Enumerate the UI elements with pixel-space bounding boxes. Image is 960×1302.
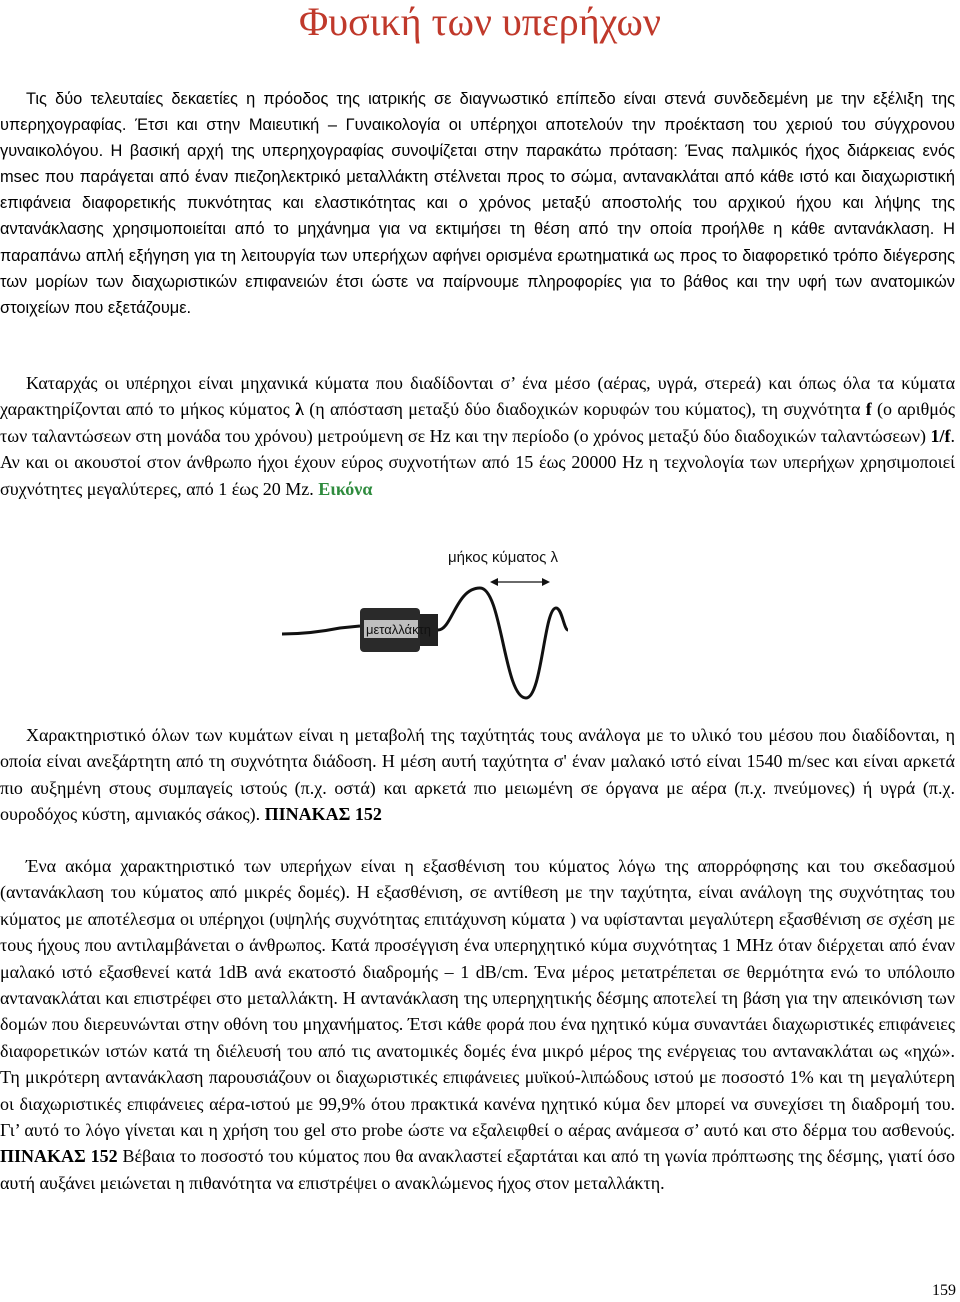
period-formula: 1/f	[930, 425, 951, 446]
paragraph-waves-text-c: (ο αριθμός των ταλαντώσεων στη μονάδα του χρόνου) μετρούμενη σε Hz και την περίοδο (ο χρόνος μεταξύ δύο διαδοχικών ταλαντώσεων)	[0, 399, 956, 446]
paragraph-speed-text: Χαρακτηριστικό όλων των κυμάτων είναι η μεταβολή της ταχύτητάς τους ανάλογα με το υλικό του μέσου που διαδίδονται, η οποία είναι ανεξάρτητη από τη συχνότητα διάδοση. Η μέση αυτή ταχύτητα σ' έναν μαλακό ιστό είναι 1540 m/sec και είναι αρκετά πιο αυξημένη στους συμπαγείς ιστούς (π.χ. οστά) και αρκετά πιο μειωμένη σε όργανα με αέρα (π.χ. πνεύμονες) ή υγρά (π.χ. ουροδόχος κύστη, αμνιακός σάκος).	[0, 725, 955, 824]
table-reference[interactable]: ΠΙΝΑΚΑΣ 152	[264, 803, 382, 824]
paragraph-attenuation-text-a: Ένα ακόμα χαρακτηριστικό των υπερήχων είναι η εξασθένιση του κύματος λόγω της απορρόφησης και του σκεδασμού (αντανάκλαση του κύματος από μικρές δομές). Η εξασθένιση, σε αντίθεση με την ταχύτητα, είναι ανάλογη της συχνότητας του κύματος με αποτέλεσμα οι υπέρηχοι (υψηλής συχνότητας επιτάχυνση κύματα ) να υφίστανται μεγαλύτερη εξασθένιση σε σχέση με τους ήχους που αντιλαμβάνεται ο άνθρωπος. Κατά προσέγγιση ένα υπερηχητικό κύμα συχνότητας 1 MHz όταν διέρχεται από έναν μαλακό ιστό εξασθενεί κατά 1dB ανά εκατοστό διαδρομής – 1 dB/cm. Ένα μέρος μετατρέπεται σε θερμότητα ενώ το υπόλοιπο αντανακλάται και επιστρέφει στο μεταλλάκτη. Η αντανάκλαση της υπερηχητικής δέσμης αποτελεί τη βάση για την απεικόνιση των δομών που διερευνώνται στην οθόνη του μηχανήματος. Έτσι κάθε φορά που ένα ηχητικό κύμα συναντάει διαχωριστικές επιφάνειες διαφορετικών ιστών κατά τη διέλευσή του από τις ανατομικές δομές ένα μικρό μέρος της ενέργειας του αντανακλάται ως «ηχώ». Τη μικρότερη αντανάκλαση παρουσιάζουν οι διαχωριστικές επιφάνειες μυϊκού-λιπώδους ιστού με ποσοστό 1% και τη μεγαλύτερη οι διαχωριστικές επιφάνειες αέρα-ιστού με 99,9% ότου πρακτικά κανένα ηχητικό κύμα δεν μπορεί να συνεχίσει τη διαδρομή του. Γι’ αυτό το λόγο γίνεται και η χρήση του gel στο probe ώστε να εξαλειφθεί ο αέρας ανάμεσα σ’ αυτό και στο δέρμα του ασθενούς.	[0, 856, 955, 1141]
wave-curve	[438, 588, 568, 698]
paragraph-intro: Τις δύο τελευταίες δεκαετίες η πρόοδος της ιατρικής σε διαγνωστικό επίπεδο είναι στενά συνδεδεμένη με την εξέλιξη της υπερηχογραφίας. Έτσι και στην Μαιευτική – Γυναικολογία οι υπέρηχοι αποτελούν την προέκταση του χεριού του σύγχρονου γυναικολόγου. Η βασική αρχή της υπερηχογραφίας συνοψίζεται στην παρακάτω πρόταση: Ένας παλμικός ήχος διάρκειας ενός msec που παράγεται από έναν πιεζοηλεκτρικό μεταλλάκτη στέλνεται προς το σώμα, αντανακλάται από κάθε ιστό και διαχωριστική επιφάνεια διαφορετικής πυκνότητας και ελαστικότητας και ο χρόνος μεταξύ αποστολής του αρχικού ήχου και λήψης της αντανάκλασης χρησιμοποιείται από το μηχάνημα για να εκτιμήσει τη θέση από την οποία προήλθε η κάθε αντανάκλαση. Η παραπάνω απλή εξήγηση για τη λειτουργία των υπερήχων αφήνει ορισμένα ερωτηματικά ως προς το διαφορετικό τρόπο διέγερσης των μορίων των διαχωριστικών επιφανειών έτσι ώστε να παίρνουμε πληροφορίες για το βάθος και την υφή των ανατομικών στοιχείων που εξετάζουμε.	[0, 90, 955, 317]
frequency-symbol: f	[865, 399, 872, 420]
table-reference[interactable]: ΠΙΝΑΚΑΣ 152	[0, 1146, 118, 1167]
paragraph-speed	[0, 722, 955, 827]
paragraph-attenuation	[0, 853, 955, 1196]
wave-figure	[280, 548, 570, 708]
wavelength-label: μήκος κύματος λ	[448, 549, 559, 566]
transducer-label: μεταλλάκτη	[366, 622, 431, 637]
cable	[282, 626, 360, 634]
paragraph-attenuation-text-b: Βέβαια το ποσοστό του κύματος που θα ανακλαστεί εξαρτάται και από τη γωνία πρόπτωσης της δέσμης, γιατί όσο αυτή αυξάνει μειώνεται η πιθανότητα να επιστρέψει ο ανακλώμενος ήχος στον μεταλλάκτη.	[0, 1146, 955, 1193]
lambda-symbol: λ	[295, 399, 304, 420]
paragraph-waves	[0, 370, 955, 502]
paragraph-waves-text-a: Καταρχάς οι υπέρηχοι είναι μηχανικά κύματα που διαδίδονται σ’ ένα μέσο (αέρας, υγρά, στερεά) και όπως όλα τα κύματα χαρακτηρίζονται από το μήκος κύματος	[0, 373, 955, 420]
wave-diagram	[280, 548, 570, 708]
page-number: 159	[932, 1282, 956, 1299]
page-title: Φυσική των υπερήχων	[299, 0, 661, 44]
wavelength-arrow-left-head	[490, 578, 498, 586]
wavelength-arrow-right-head	[542, 578, 550, 586]
figure-link[interactable]: Εικόνα	[318, 478, 373, 499]
paragraph-waves-text-b: (η απόσταση μεταξύ δύο διαδοχικών κορυφών του κύματος), τη συχνότητα	[303, 399, 866, 420]
paragraph-waves-text-d: . Αν και οι ακουστοί στον άνθρωπο ήχοι έχουν εύρος συχνοτήτων από 15 έως 20000 Hz η τεχνολογία των υπερήχων χρησιμοποιεί συχνότητες μεγαλύτερες, από 1 έως 20 Mz.	[0, 425, 955, 499]
